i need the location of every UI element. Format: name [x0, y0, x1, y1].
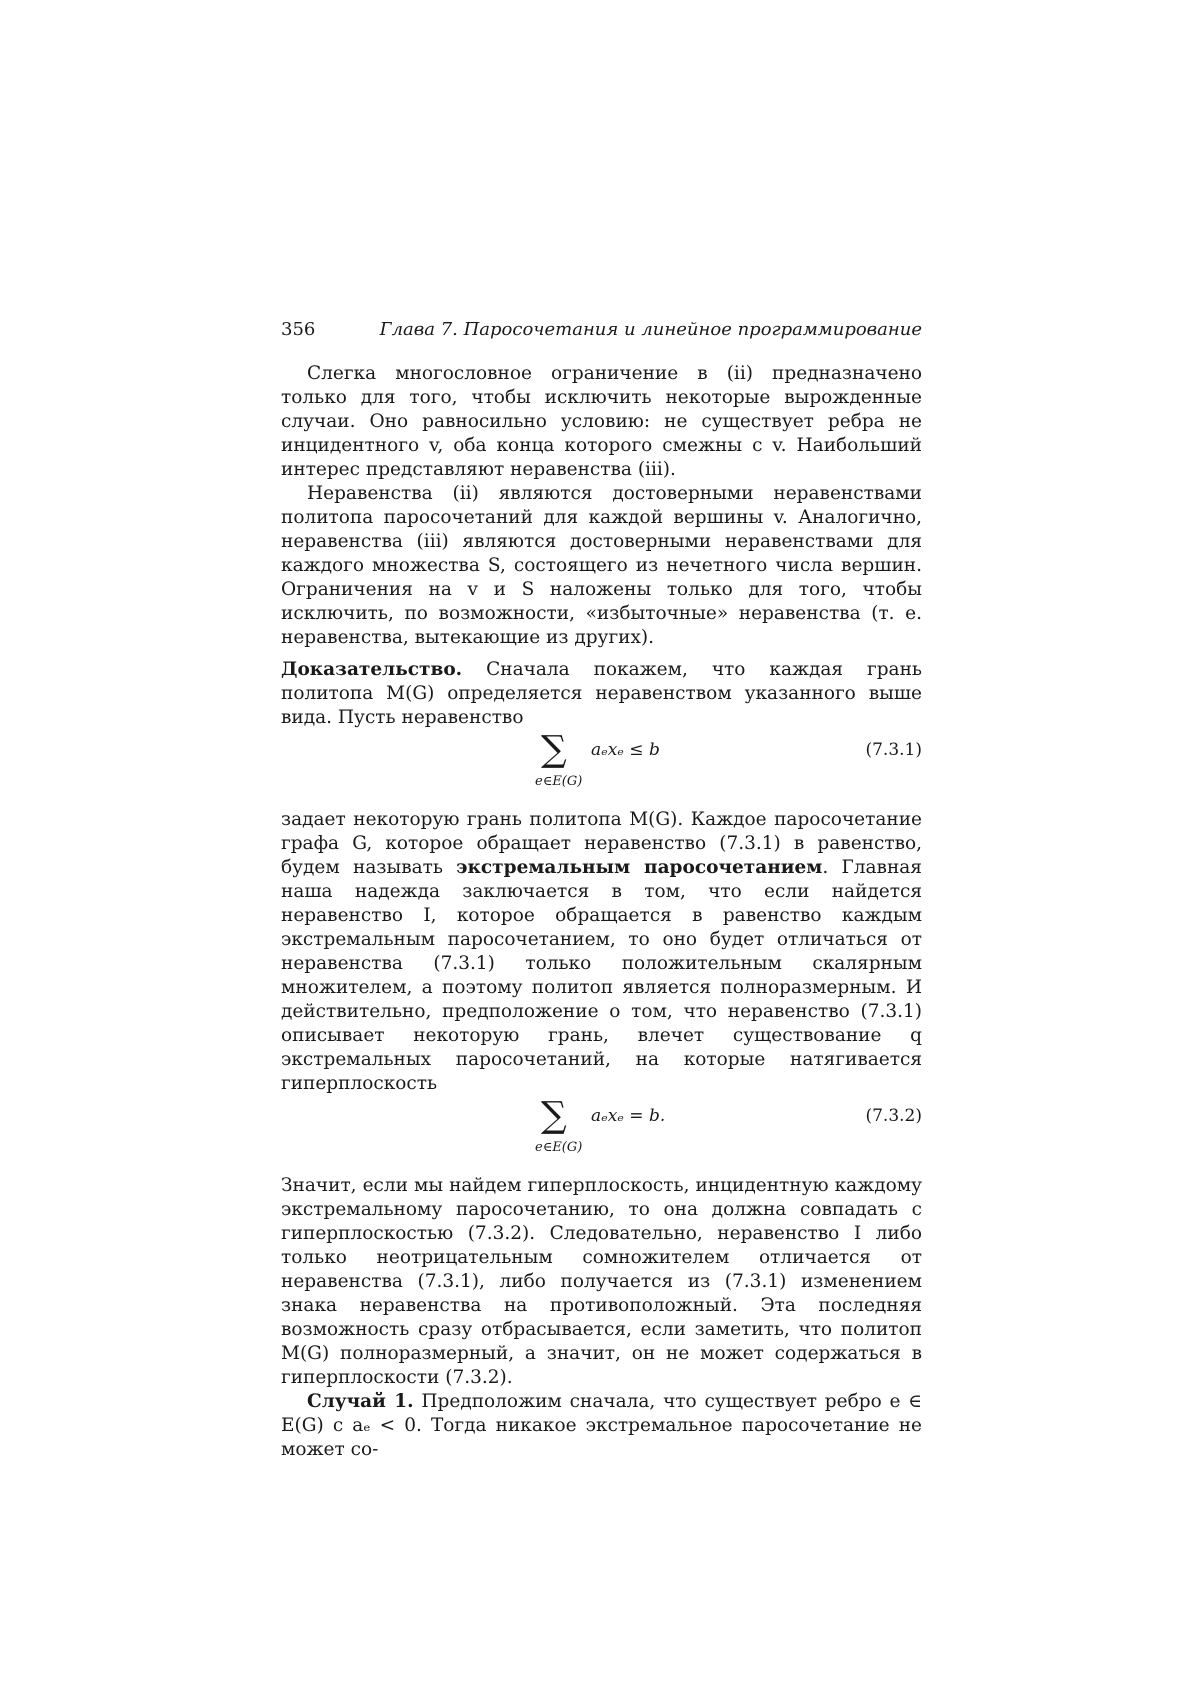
case-label: Случай 1. [307, 1391, 414, 1412]
paragraph-4 [281, 808, 922, 1096]
paragraph-5: Значит, если мы найдем гиперплоскость, инцидентную каждому экстремальному паросочетанию, то она должна совпадать с гиперплоскостью (7.3.2). Следовательно, неравенство I либо только неотрицательным сомножителем отличается от неравенства (7.3.1), либо получается из (7.3.1) изменением знака неравенства на противоположный. Эта последняя возможность сразу отбрасывается, если заметить, что политоп M(G) полноразмерный, а значит, он не может содержаться в гиперплоскости (7.3.2). [281, 1175, 922, 1388]
running-head [281, 318, 922, 342]
paragraph-case-1 [281, 1390, 922, 1462]
equation-7-3-1 [281, 729, 922, 802]
page-number: 356 [281, 319, 316, 340]
case-text: Предположим сначала, что существует ребро e ∈ E(G) с aₑ < 0. Тогда никакое экстремальное паросочетание не может со- [281, 1391, 922, 1460]
book-page [281, 318, 922, 1462]
paragraph-2: Неравенства (ii) являются достоверными неравенствами политопа паросочетаний для каждой вершины v. Аналогично, неравенства (iii) являются достоверными неравенствами для каждого множества S, состоящего из нечетного числа вершин. Ограничения на v и S наложены только для того, чтобы исключить, по возможности, «избыточные» неравенства (т. е. неравенства, вытекающие из других). [281, 483, 922, 648]
proof-text: Сначала покажем, что каждая грань политопа M(G) определяется неравенством указанного выше вида. Пусть неравенство [281, 659, 922, 728]
paragraph-4-end: . Главная наша надежда заключается в том, что если найдется неравенство I, которое обращается в равенство каждым экстремальным паросочетанием, то оно будет отличаться от неравенства (7.3.1) только положительным скалярным множителем, а поэтому политоп является полноразмерным. И действительно, предположение о том, что неравенство (7.3.1) описывает некоторую грань, влечет существование q экстремальных паросочетаний, на которые натягивается гиперплоскость [281, 857, 922, 1094]
equation-number: (7.3.2) [865, 1106, 922, 1126]
term-extremal-matching: экстремальным паросочетанием [456, 857, 823, 878]
equation-7-3-2 [281, 1095, 922, 1168]
paragraph-proof [281, 658, 922, 730]
summation-symbol: ∑ [541, 729, 567, 770]
summation-subscript: e∈E(G) [535, 774, 583, 789]
equation-expression: aₑxₑ ≤ b [591, 740, 660, 760]
equation-number: (7.3.1) [865, 740, 922, 760]
equation-expression: aₑxₑ = b. [591, 1106, 666, 1126]
summation-symbol: ∑ [541, 1095, 567, 1136]
running-title: Глава 7. Паросочетания и линейное программирование [379, 319, 922, 340]
summation-subscript: e∈E(G) [535, 1140, 583, 1155]
paragraph-4-start: задает некоторую грань политопа M(G). Каждое паросочетание графа G, которое обращает неравенство (7.3.1) в равенство, будем называть [281, 809, 922, 878]
proof-label: Доказательство. [281, 659, 463, 680]
paragraph-1: Слегка многословное ограничение в (ii) предназначено только для того, чтобы исключить некоторые вырожденные случаи. Оно равносильно условию: не существует ребра не инцидентного v, оба конца которого смежны с v. Наибольший интерес представляют неравенства (iii). [281, 363, 922, 480]
